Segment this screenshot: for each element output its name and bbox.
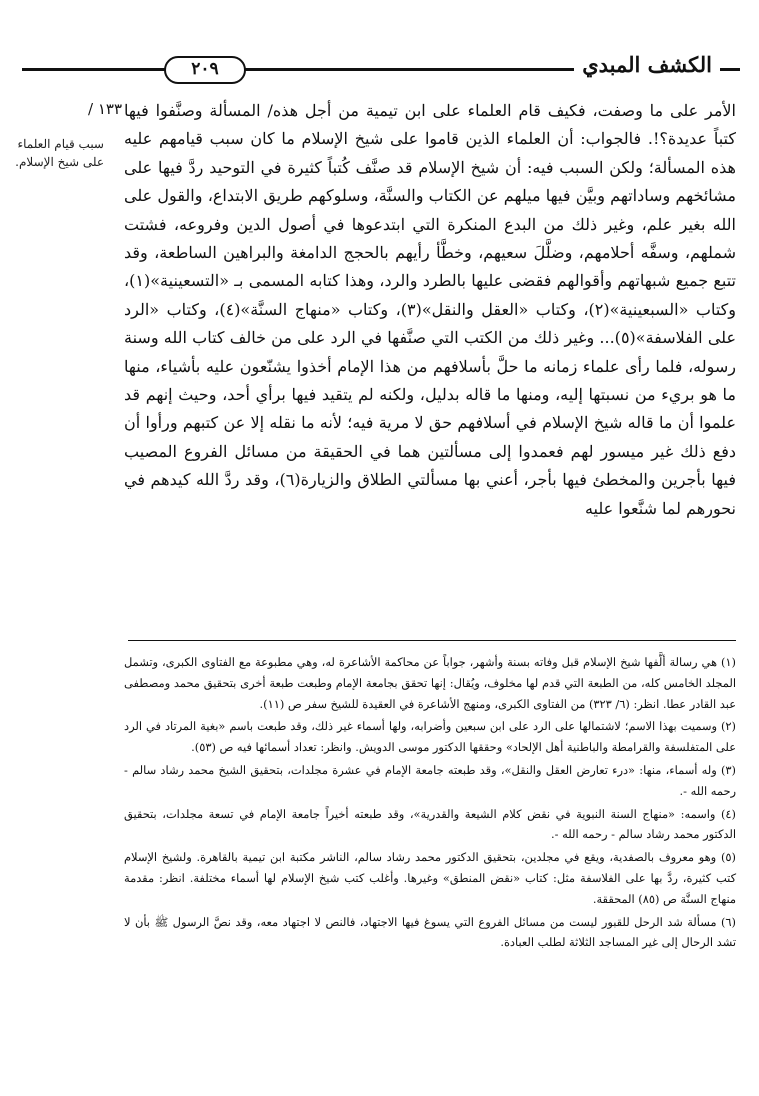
footnote-6: (٦) مسألة شد الرحل للقبور ليست من مسائل الفروع التي يسوغ فيها الاجتهاد، فالنص لا اجتهاد معه، وقد نصَّ الرسول ﷺ بأن لا تشد الرحال إلى غير المساجد الثلاثة لطلب العبادة. [124,914,736,950]
footnote-4: (٤) واسمه: «منهاج السنة النبوية في نقض كلام الشيعة والقدرية»، وقد طبعته أخيراً جامعة الإمام في تسعة مجلدات، بتحقيق الدكتور محمد رشاد سالم - رحمه الله -. [124,806,736,842]
footnote-5: (٥) وهو معروف بالصفدية، ويقع في مجلدين، بتحقيق الدكتور محمد رشاد سالم، الناشر مكتبة ابن تيمية بالقاهرة. ولشيخ الإسلام كتب كثيرة، ردَّ بها على الفلاسفة مثل: كتاب «نقض المنطق» وغيرها. وأغلب كتب شيخ الإسلام لها أسماء مختلفة. انظر: مقدمة منهاج السنَّة ص (٨٥) المحققة. [124,850,736,906]
body-paragraph: الأمر على ما وصفت، فكيف قام العلماء على ابن تيمية من أجل هذه/ المسألة وصنَّفوا فيها كتباً عديدة؟!. فالجواب: أن العلماء الذين قاموا على شيخ الإسلام ما كان سبب قيامهم عليه هذه المسألة؛ ولكن السبب فيه: أن شيخ الإسلام قد صنَّف كُتباً كثيرة في التوحيد ردَّ فيها على مشائخهم وساداتهم وبيَّن فيها ميلهم عن الكتاب والسنَّة، وسلوكهم طريق الابتداع، والقول على الله بغير علم، وغير ذلك من البدع المنكرة التي ابتدعوها في أصول الدين وفروعه، فشتت شملهم، وسفَّه أحلامهم، وضلَّلَ سعيهم، وخطَّأ رأيهم بالحجج الدامغة والبراهين الساطعة، وقد تتبع جميع شبهاتهم وأقوالهم فقضى عليها بالطرد والرد، وهذا كتابه المسمى بـ «التسعينية»(١)، وكتاب «السبعينية»(٢)، وكتاب «العقل والنقل»(٣)، وكتاب «منهاج السنَّة»(٤)، وكتاب «الرد على الفلاسفة»(٥)... وغير ذلك من الكتب التي صنَّفها في الرد على من خالف كتاب الله وسنة رسوله، فلما رأى علماء زمانه ما حلَّ بأسلافهم من هذا الإمام أخذوا يشنّعون عليه بأشياء، منها ما هو بريء من نسبتها إليه، ومنها ما قاله بدليل، ولكنه لم يتقيد فيها برأي أحد، وحيث إنهم قد علموا أن ما قاله شيخ الإسلام في أسلافهم حق لا مرية فيه؛ لأنه ما نقله إلا عن كتبهم ورأوا أن دفع ذلك غير ميسور لهم فعمدوا إلى مسألتين هما في الحقيقة من مسائل الفروع المصيب فيها بأجرين والمخطئ فيها بأجر، أعني بها مسألتي الطلاق والزيارة(٦)، وقد ردَّ الله كيدهم في نحورهم لما شنَّعوا عليه [124,101,737,518]
footnote-1: (١) هي رسالة ألَّفها شيخ الإسلام قبل وفاته بسنة وأشهر، جواباً عن محاكمة الأشاعرة له، وهي مطبوعة مع الفتاوى الكبرى، وتشمل المجلد الخامس كله، من الطبعة التي قدم لها مخلوف، ويُقال: إنها تحقق بجامعة الإمام وطبعت طبعة أخرى بتحقيق محمد ومصطفى عبد القادر عطا. انظر: (٦/ ٣٢٣) من الفتاوى الكبرى، ومنهج الأشاعرة في العقيدة للشيخ سفر ص (١١). [124,655,736,711]
margin-note: سبب قيام العلماء على شيخ الإسلام. [15,137,104,169]
book-title: الكشف المبدي [574,52,720,77]
page-number: ٢٠٩ [164,56,246,84]
footnote-3: (٣) وله أسماء، منها: «درء تعارض العقل والنقل»، وقد طبعته جامعة الإمام في عشرة مجلدات، بتحقيق الشيخ محمد رشاد سالم - رحمه الله -. [124,762,736,798]
footnotes [124,652,736,955]
margin-reference: ١٣٣ / [88,100,122,118]
footnote-divider [128,640,736,641]
main-text [124,97,736,523]
page-header [22,50,740,90]
footnote-2: (٢) وسميت بهذا الاسم؛ لاشتمالها على الرد على ابن سبعين وأضرابه، ولها أسماء غير ذلك، وقد طبعت باسم «بغية المرتاد في الرد على المتفلسفة والقرامطة والباطنية أهل الإلحاد» وحققها الدكتور موسى الدويش. وانظر: تعداد أسمائها فيه ص (٥٣). [124,719,736,755]
